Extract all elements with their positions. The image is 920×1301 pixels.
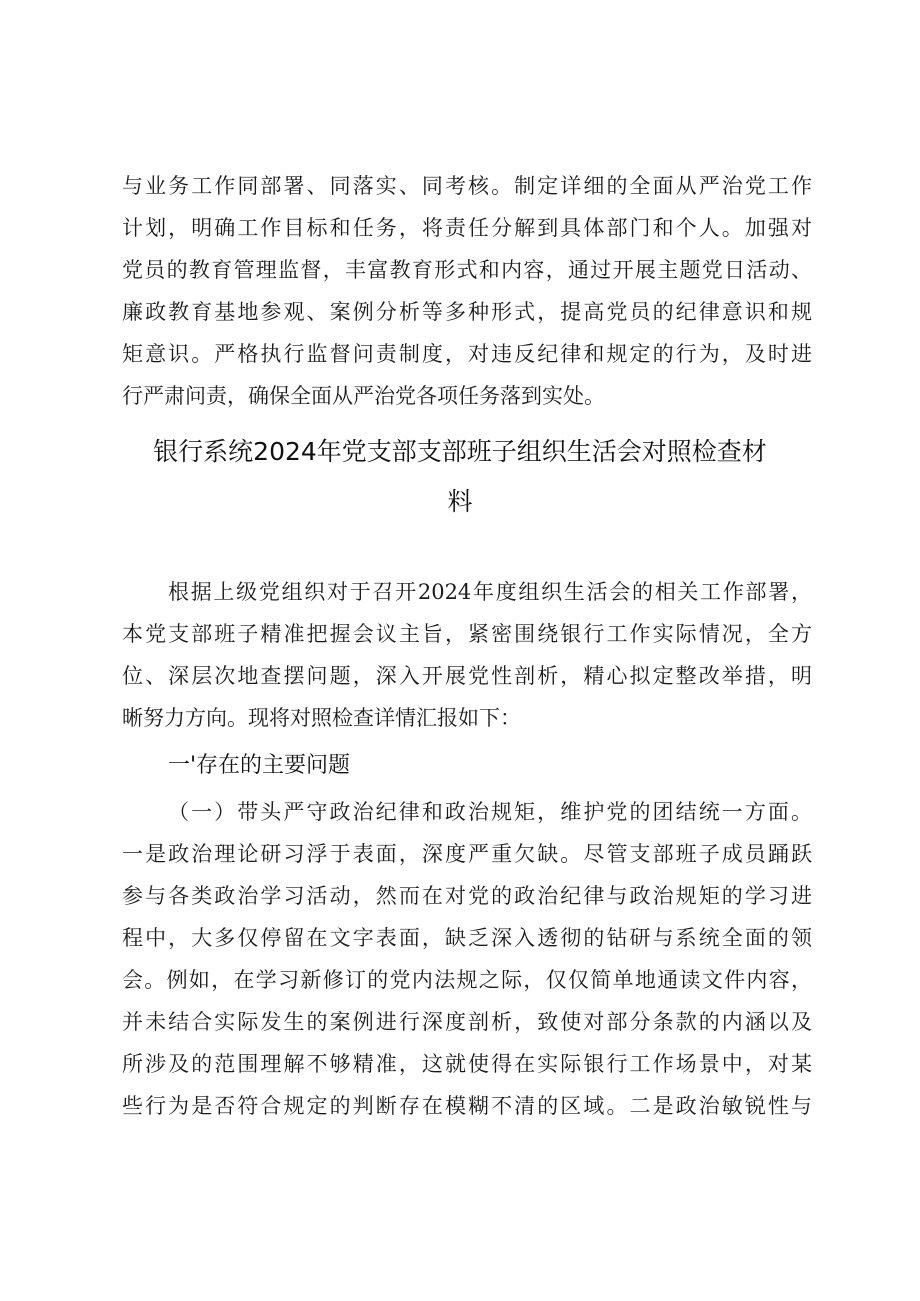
- subsection-line: 参与各类政治学习活动，然而在对党的政治纪律与政治规矩的学习进: [122, 884, 812, 908]
- opening-line: 本党支部班子精准把握会议主旨，紧密围绕银行工作实际情况，全方: [122, 622, 812, 646]
- subsection-line: 所涉及的范围理解不够精准，这就使得在实际银行工作场景中，对某: [122, 1052, 812, 1076]
- intro-line: 党员的教育管理监督，丰富教育形式和内容，通过开展主题党日活动、: [122, 258, 812, 282]
- subsection-line: （一）带头严守政治纪律和政治规矩，维护党的团结统一方面。: [168, 800, 812, 824]
- opening-line: 根据上级党组织对于召开2024年度组织生活会的相关工作部署，: [168, 580, 812, 604]
- opening-line: 位、深层次地查摆问题，深入开展党性剖析，精心拟定整改举措，明: [122, 664, 812, 688]
- subsection-line: 些行为是否符合规定的判断存在模糊不清的区域。二是政治敏锐性与: [122, 1094, 812, 1118]
- subsection-line: 程中，大多仅停留在文字表面，缺乏深入透彻的钻研与系统全面的领: [122, 926, 812, 950]
- intro-line: 与业务工作同部署、同落实、同考核。制定详细的全面从严治党工作: [122, 174, 812, 198]
- section-heading: 一'存在的主要问题: [168, 753, 351, 778]
- subsection-line: 并未结合实际发生的案例进行深度剖析，致使对部分条款的内涵以及: [122, 1010, 812, 1034]
- subsection-line: 会。例如，在学习新修订的党内法规之际，仅仅简单地通读文件内容，: [122, 968, 812, 992]
- intro-line: 计划，明确工作目标和任务，将责任分解到具体部门和个人。加强对: [122, 216, 812, 240]
- title-line-2: 料: [447, 487, 473, 516]
- title-line-1: 银行系统2024年党支部支部班子组织生活会对照检查材: [153, 437, 767, 466]
- intro-line: 廉政教育基地参观、案例分析等多种形式，提高党员的纪律意识和规: [122, 300, 812, 324]
- intro-line: 行严肃问责，确保全面从严治党各项任务落到实处。: [122, 384, 605, 408]
- subsection-line: 一是政治理论研习浮于表面，深度严重欠缺。尽管支部班子成员踊跃: [122, 842, 812, 866]
- intro-line: 矩意识。严格执行监督问责制度，对违反纪律和规定的行为，及时进: [122, 342, 812, 366]
- opening-line: 晰努力方向。现将对照检查详情汇报如下：: [122, 706, 521, 730]
